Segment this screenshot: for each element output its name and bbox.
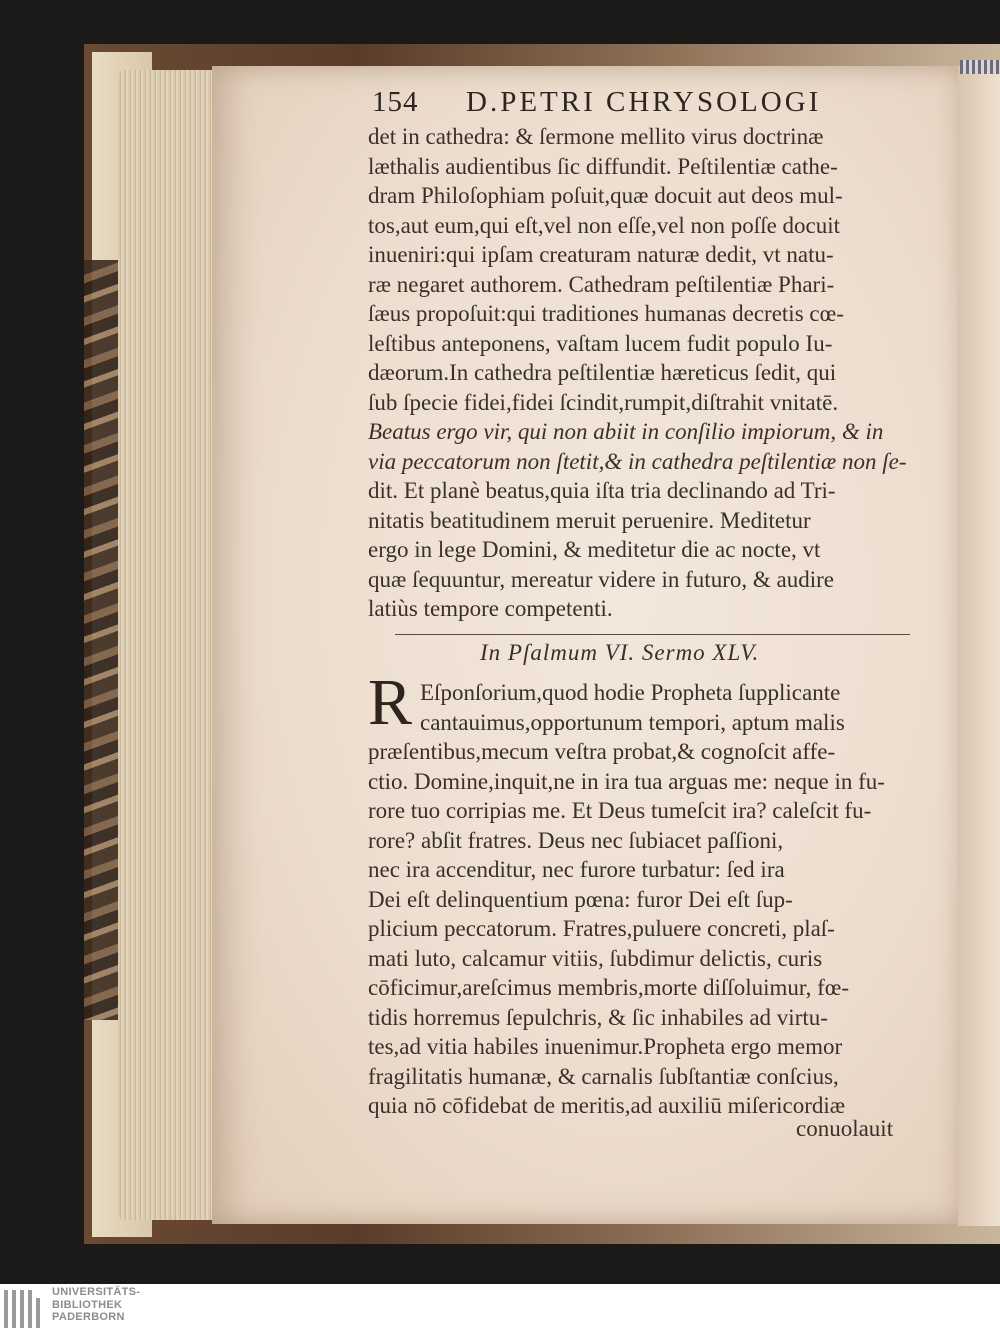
text-line: præſentibus,mecum veſtra probat,& cognoſcit affe- (368, 739, 836, 764)
library-logo-text (52, 1286, 140, 1324)
text-line: rore? abſit fratres. Deus nec ſubiacet paſſioni, (368, 827, 784, 853)
sermon-heading: In Pſalmum VI. Sermo XLV. (480, 640, 760, 665)
text-line: tos,aut eum,qui eſt,vel non eſſe,vel non poſſe docuit (368, 212, 841, 238)
text-line: cōficimur,areſcimus membris,morte diſſoluimur, fœ- (368, 975, 850, 1000)
text-line: det in cathedra: & ſermone mellito virus doctrinæ (368, 124, 824, 149)
text-line: ſub ſpecie fidei,fidei ſcindit,rumpit,diſtrahit vnitatē. (368, 389, 839, 415)
text-line: dram Philoſophiam poſuit,quæ docuit aut deos mul- (368, 183, 843, 208)
text-line: mati luto, calcamur vitiis, ſubdimur delictis, curis (368, 945, 823, 971)
drop-cap: R (368, 666, 413, 739)
text-line: latiùs tempore competenti. (368, 596, 613, 621)
facing-page-edge (958, 66, 1000, 1226)
logo-line: PADERBORN (52, 1311, 125, 1323)
text-line: dæorum.In cathedra peſtilentiæ hæreticus ſedit, qui (368, 360, 837, 385)
text-line: quia nō cōfidebat de meritis,ad auxiliū miſericordiæ (368, 1093, 846, 1118)
footer-bar (0, 1284, 1000, 1334)
text-line: ctio. Domine,inquit,ne in ira tua arguas me: neque in fu- (368, 768, 885, 794)
text-line: Beatus ergo vir, qui non abiit in conſilio impiorum, & in (368, 419, 884, 444)
text-line: nitatis beatitudinem meruit peruenire. Meditetur (368, 507, 811, 533)
running-title: D.PETRI CHRYSOLOGI (466, 86, 822, 118)
page-edges (118, 70, 226, 1220)
text-line: inueniri:qui ipſam creaturam naturæ dedit, vt natu- (368, 242, 834, 267)
text-line: Dei eſt delinquentium pœna: furor Dei eſt ſup- (368, 886, 793, 912)
catchword: conuolauit (796, 1116, 894, 1141)
logo-line: BIBLIOTHEK (52, 1298, 123, 1311)
page-number: 154 (372, 86, 419, 118)
text-line: dit. Et planè beatus,quia iſta tria declinando ad Tri- (368, 478, 836, 503)
text-line: via peccatorum non ſtetit,& in cathedra peſtilentiæ non ſe- (368, 448, 907, 474)
library-logo-icon (4, 1290, 46, 1328)
logo-line: UNIVERSITÄTS- (52, 1286, 141, 1298)
text-line: Eſponſorium,quod hodie Propheta ſupplicante (420, 680, 841, 705)
text-line: plicium peccatorum. Fratres,puluere concreti, plaſ- (368, 916, 835, 941)
text-line: ſæus propoſuit:qui traditiones humanas decretis cœ- (368, 301, 844, 326)
spine-band (960, 60, 1000, 74)
paragraph-2 (368, 678, 928, 1121)
text-line: quæ ſequuntur, mereatur videre in futuro, & audire (368, 566, 834, 592)
text-line: læthalis audientibus ſic diffundit. Peſtilentiæ cathe- (368, 153, 838, 179)
text-line: rore tuo corripias me. Et Deus tumeſcit ira? caleſcit fu- (368, 798, 872, 823)
paragraph-1 (368, 122, 928, 624)
text-line: cantauimus,opportunum tempori, aptum malis (420, 709, 845, 735)
text-line: fragilitatis humanæ, & carnalis ſubſtantiæ conſcius, (368, 1063, 839, 1089)
text-line: tidis horremus ſepulchris, & ſic inhabiles ad virtu- (368, 1004, 828, 1030)
text-line: ræ negaret authorem. Cathedram peſtilentiæ Phari- (368, 271, 835, 297)
running-header (372, 86, 912, 126)
text-line: nec ira accenditur, nec furore turbatur: ſed ira (368, 857, 785, 882)
text-line: ergo in lege Domini, & meditetur die ac nocte, vt (368, 537, 821, 562)
text-line: leſtibus anteponens, vaſtam lucem fudit populo Iu- (368, 330, 833, 356)
section-rule (395, 634, 910, 635)
text-line: tes,ad vitia habiles inuenimur.Propheta ergo memor (368, 1034, 843, 1059)
